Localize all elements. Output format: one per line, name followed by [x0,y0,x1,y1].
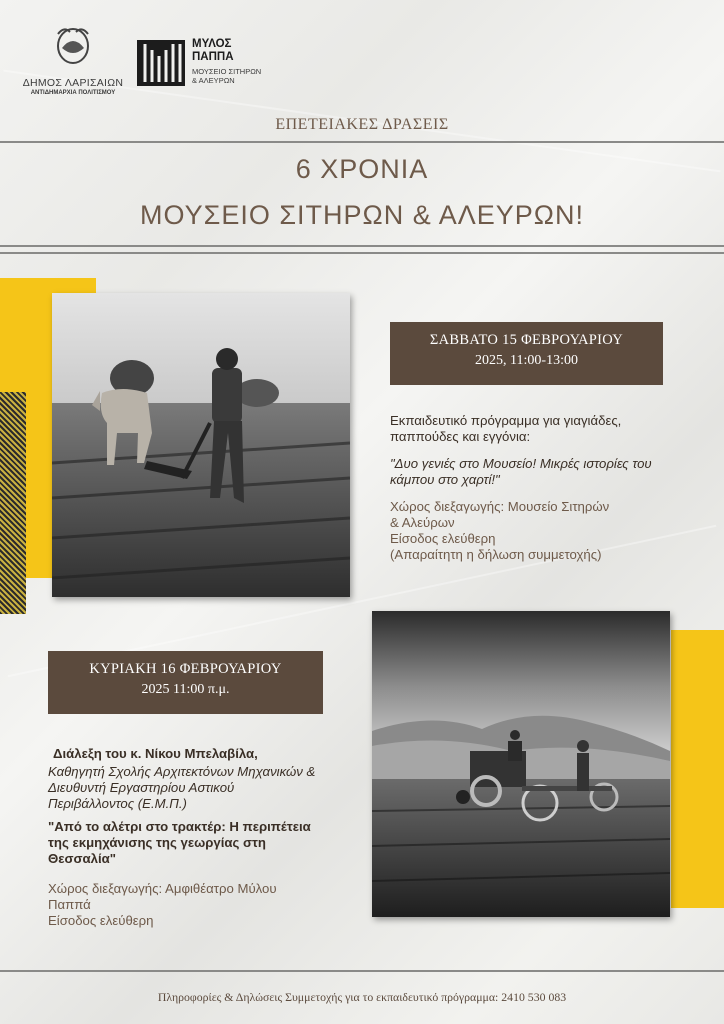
photo-horse-plough [52,293,350,597]
event1-entry: Είσοδος ελεύθερη [390,531,496,546]
event1-note: (Απαραίτητη η δήλωση συμμετοχής) [390,547,602,562]
event2-details [48,746,318,929]
event2-venue: Χώρος διεξαγωγής: Αμφιθέατρο Μύλου Παππά [48,881,277,912]
event1-date-line2: 2025, 11:00-13:00 [475,353,578,368]
photo-tractor [372,611,670,917]
mylos-sub1: ΜΟΥΣΕΙΟ ΣΙΤΗΡΩΝ [192,67,262,76]
event1-date-box [390,322,663,385]
event2-entry: Είσοδος ελεύθερη [48,913,154,928]
event2-date-line1: ΚΥΡΙΑΚΗ 16 ΦΕΒΡΟΥΑΡΙΟΥ [89,661,282,677]
dimos-larisaion-logo [18,26,128,96]
header-rule-bottom-1 [0,245,724,247]
footer-info: Πληροφορίες & Δηλώσεις Συμμετοχής για το εκπαιδευτικό πρόγραμμα: 2410 530 083 [157,990,567,1004]
event2-talk-title: "Από το αλέτρι στο τρακτέρ: Η περιπέτεια της εκμηχάνισης της γεωργίας στη Θεσσαλία" [48,819,311,866]
event1-program-title: "Δυο γενιές στο Μουσείο! Μικρές ιστορίες του κάμπου στο χαρτί!" [390,456,652,487]
footer-rule [0,970,724,972]
mylos-pappa-logo [137,38,267,90]
event1-intro: Εκπαιδευτικό πρόγραμμα για γιαγιάδες, παππούδες και εγγόνια: [390,413,622,444]
event2-date-box [48,651,323,714]
event2-speaker-role: Καθηγητή Σχολής Αρχιτεκτόνων Μηχανικών & Διευθυντή Εργαστηρίου Αστικού Περιβάλλοντος (Ε.Μ.Π.) [48,764,316,811]
header-title-line2: ΜΟΥΣΕΙΟ ΣΙΤΗΡΩΝ & ΑΛΕΥΡΩΝ! [140,200,584,230]
event2-date-line2: 2025 11:00 π.μ. [141,682,230,697]
yellow-accent-right [671,630,724,908]
mylos-sub2: & ΑΛΕΥΡΩΝ [192,76,235,85]
mylos-line2: ΠΑΠΠΑ [192,51,234,63]
event2-lecture: Διάλεξη του κ. Νίκου Μπελαβίλα, [53,746,258,761]
halftone-strip-left [0,392,26,614]
header-rule-bottom-2 [0,252,724,254]
event1-date-line1: ΣΑΒΒΑΤΟ 15 ΦΕΒΡΟΥΑΡΙΟΥ [429,332,624,348]
event1-venue: Χώρος διεξαγωγής: Μουσείο Σιτηρών & Αλεύρων [390,499,610,530]
header-kicker: ΕΠΕΤΕΙΑΚΕΣ ΔΡΑΣΕΙΣ [275,116,449,133]
header-title-line1: 6 ΧΡΟΝΙΑ [295,154,429,184]
dimos-name: ΔΗΜΟΣ ΛΑΡΙΣΑΙΩΝ [22,77,124,89]
mylos-line1: ΜΥΛΟΣ [192,38,232,50]
event1-details [390,413,665,563]
dimos-emblem-icon [18,26,128,72]
mylos-pappa-emblem-icon [137,40,185,86]
dimos-sub: ΑΝΤΙΔΗΜΑΡΧΙΑ ΠΟΛΙΤΙΣΜΟΥ [30,90,116,96]
header-rule-top [0,141,724,143]
